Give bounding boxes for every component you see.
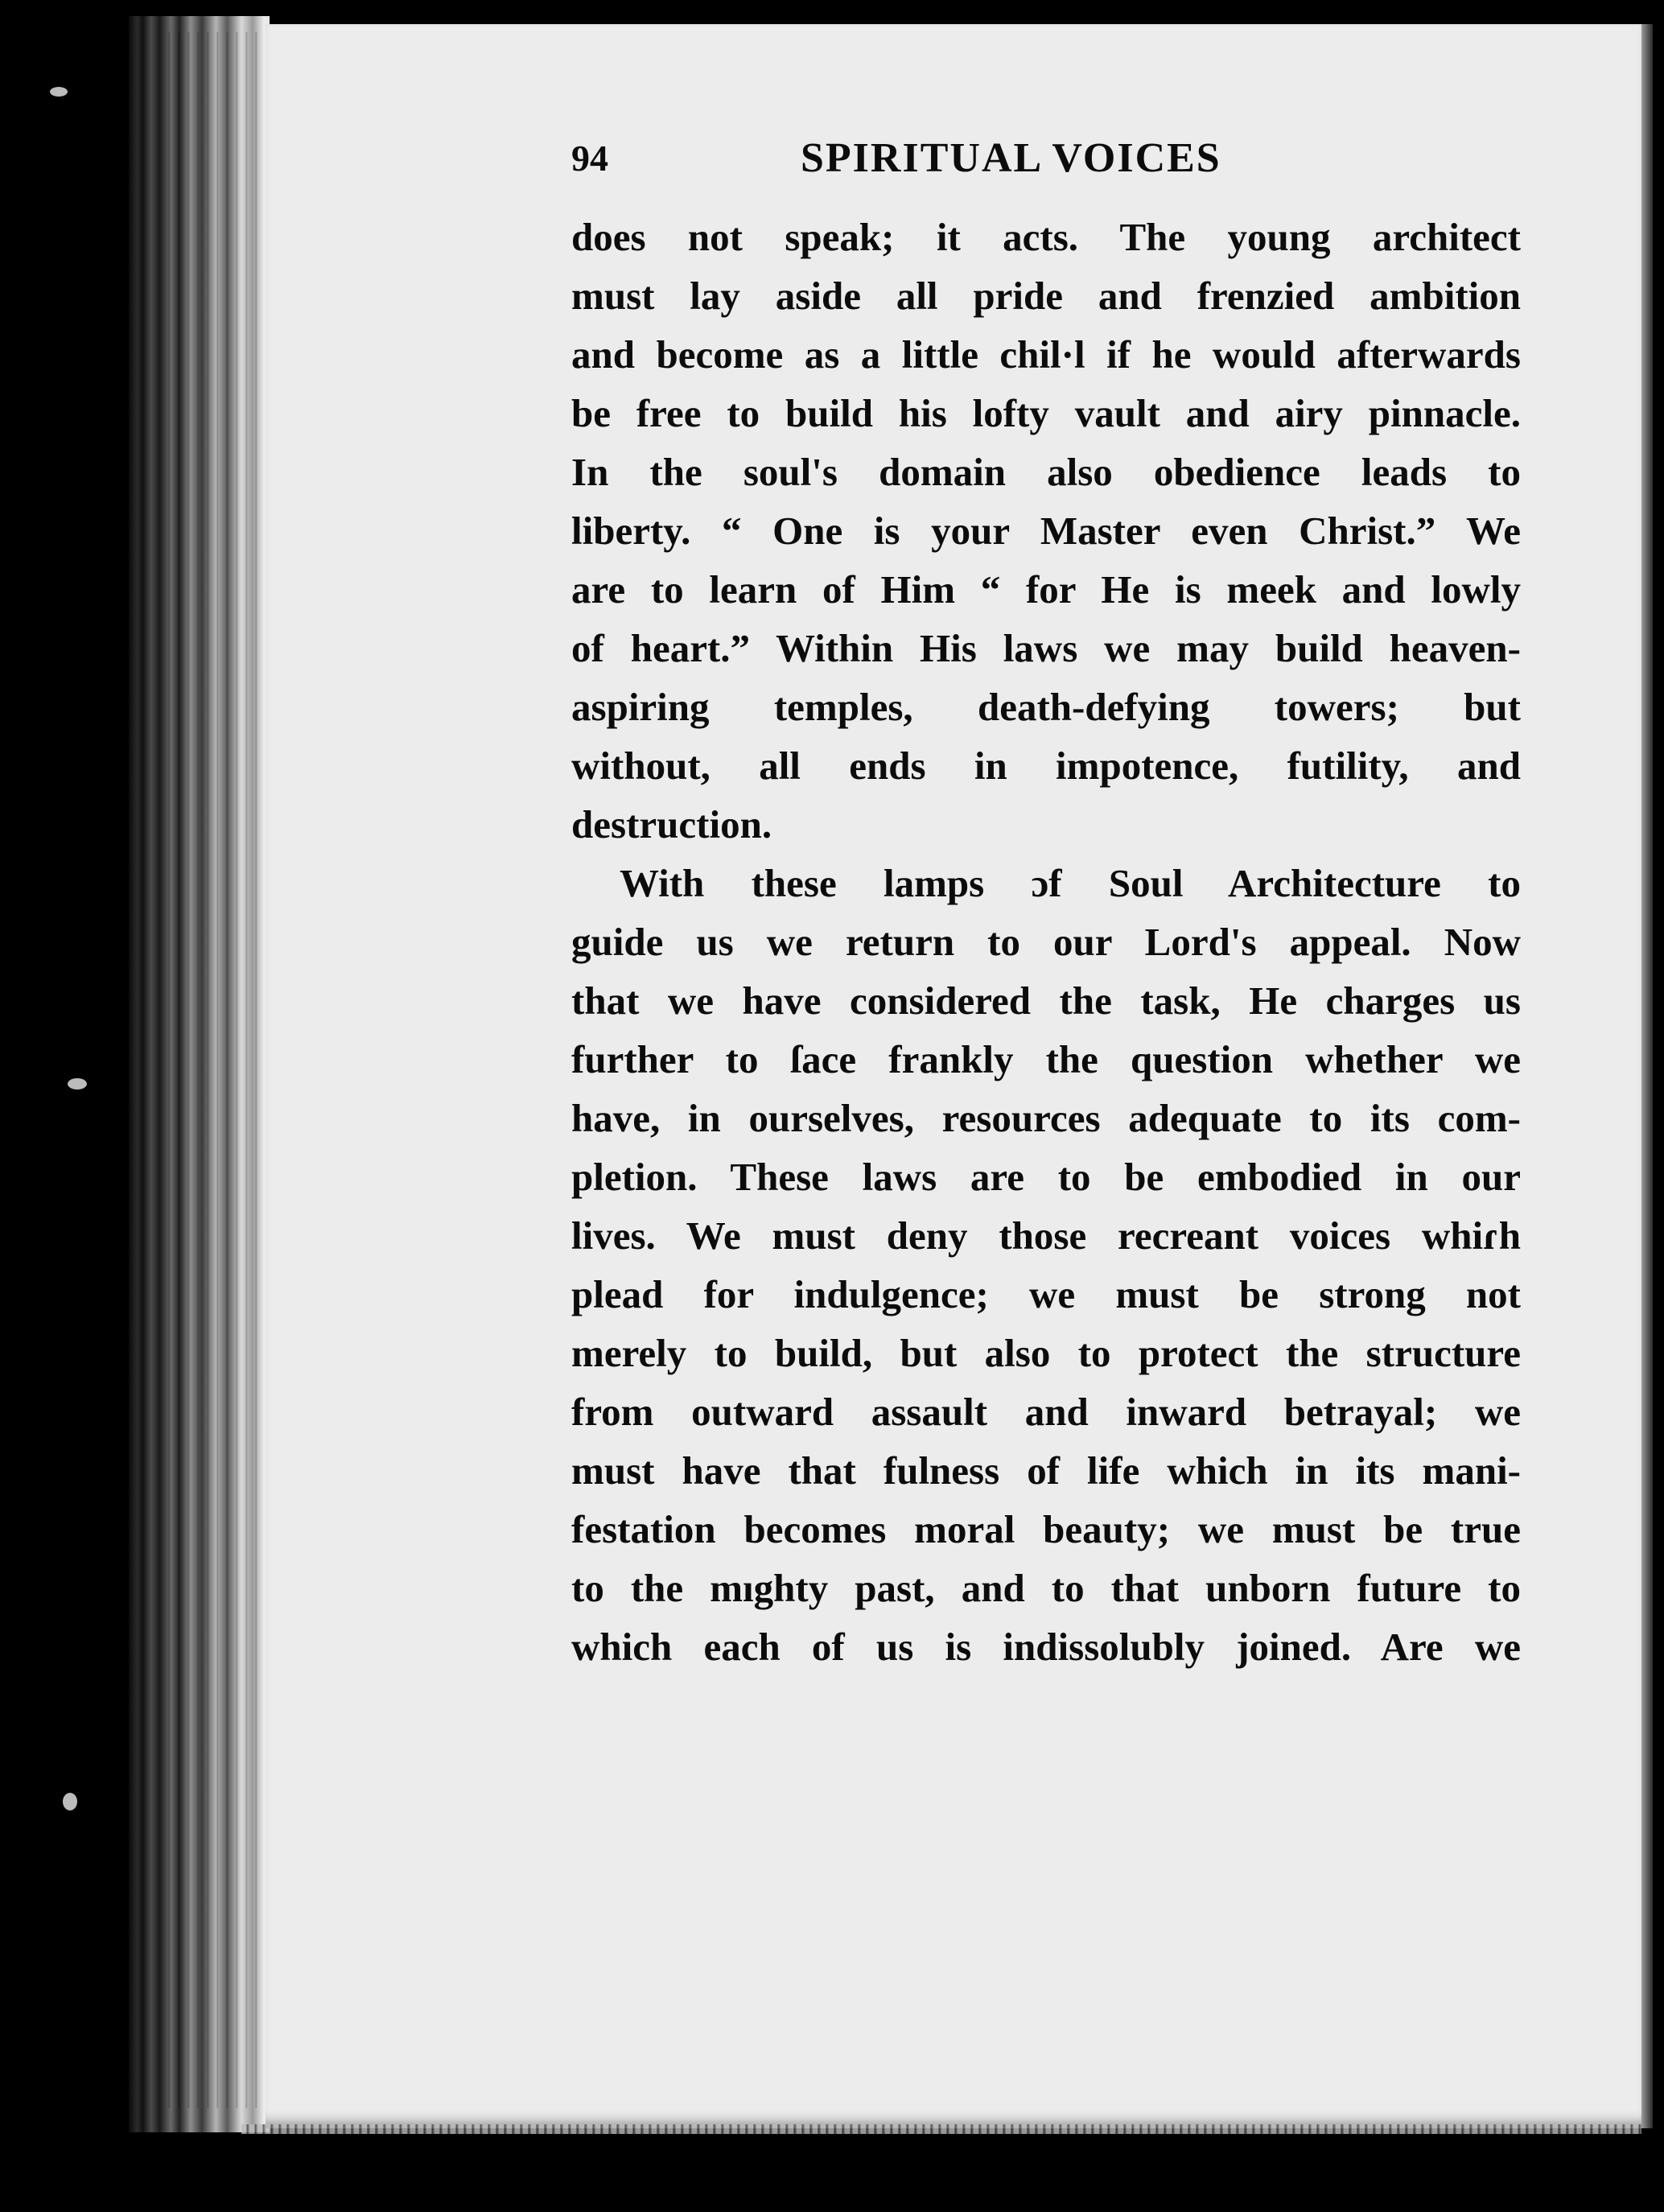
text-line: must lay aside all pride and frenzied ambition <box>571 274 1521 318</box>
dust-speck <box>50 87 68 97</box>
text-line: With these lamps ɔf Soul Architecture to <box>620 861 1521 905</box>
text-line: further to ſace frankly the question whether we <box>571 1037 1521 1081</box>
text-line: plead for indulgence; we must be strong not <box>571 1272 1521 1316</box>
text-line: pletion. These laws are to be embodied in our <box>571 1155 1521 1199</box>
text-line: which each of us is indissolubly joined. Are we <box>571 1625 1521 1669</box>
text-line: that we have considered the task, He charges us <box>571 978 1521 1023</box>
page-number: 94 <box>571 138 608 179</box>
text-line: must have that fulness of life which in its mani- <box>571 1448 1521 1493</box>
text-line: are to learn of Him “ for He is meek and lowly <box>571 567 1521 612</box>
dust-speck <box>68 1078 87 1090</box>
text-line: destruction. <box>571 802 772 846</box>
text-line: be free to build his lofty vault and airy pinnacle. <box>571 391 1521 435</box>
dust-speck <box>63 1793 77 1810</box>
paragraph <box>571 854 1521 1676</box>
text-line: liberty. “ One is your Master even Christ.” We <box>571 509 1521 553</box>
page-bottom-edge <box>241 2124 1641 2134</box>
text-line: without, all ends in impotence, futility, and <box>571 744 1521 788</box>
text-line: of heart.” Within His laws we may build heaven- <box>571 626 1521 670</box>
text-line: from outward assault and inward betrayal; we <box>571 1390 1521 1434</box>
paragraph <box>571 208 1521 854</box>
text-line: guide us we return to our Lord's appeal. Now <box>571 920 1521 964</box>
page-right-edge <box>1641 24 1653 2128</box>
text-line: festation becomes moral beauty; we must be true <box>571 1507 1521 1551</box>
text-line: In the soul's domain also obedience leads to <box>571 450 1521 494</box>
text-line: and become as a little chil·l if he would afterwards <box>571 332 1521 377</box>
page-header <box>571 130 1521 187</box>
text-line: merely to build, but also to protect the structure <box>571 1331 1521 1375</box>
body-text <box>571 208 1521 1676</box>
spine-texture <box>161 32 257 2108</box>
text-line: to the mıghty past, and to that unborn future to <box>571 1566 1521 1610</box>
text-line: have, in ourselves, resources adequate to its com- <box>571 1096 1521 1140</box>
text-line: does not speak; it acts. The young architect <box>571 215 1521 259</box>
text-line: aspiring temples, death-defying towers; but <box>571 685 1521 729</box>
text-line: lives. We must deny those recreant voices whiɾh <box>571 1213 1521 1258</box>
running-head: SPIRITUAL VOICES <box>801 135 1221 181</box>
